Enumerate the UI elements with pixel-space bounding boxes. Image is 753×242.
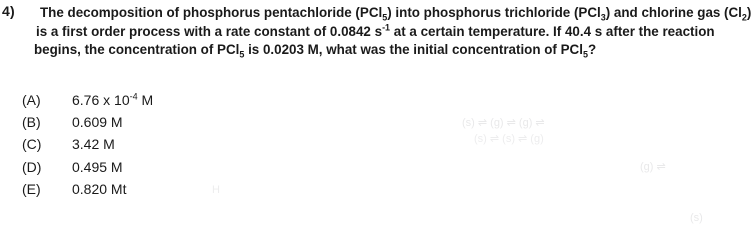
- choice-letter: (A): [22, 92, 41, 108]
- subscript: 2: [741, 12, 747, 23]
- choice-letter: (D): [22, 158, 42, 175]
- bleed-through-text: (s): [690, 212, 703, 224]
- bleed-through-text: (g) ⇌: [640, 161, 666, 173]
- choice-value: [72, 89, 153, 111]
- question-text: is 0.0203 M, what was the initial concentration of PCl: [244, 42, 583, 57]
- choice-letter: (B): [22, 114, 41, 131]
- question-line-2: [36, 23, 748, 42]
- question-text: ) and chlorine gas (Cl: [605, 5, 742, 20]
- choice-value-base: 6.76 x 10: [72, 92, 130, 108]
- superscript: -1: [382, 22, 391, 33]
- choice-unit: M: [137, 92, 154, 108]
- choice-letter: (C): [22, 136, 42, 153]
- choice-value: 0.495 M: [72, 158, 123, 175]
- subscript: 5: [239, 49, 245, 60]
- bleed-through-text: (s) ⇌ (s) ⇌ (g): [474, 133, 544, 145]
- question-text: ?: [587, 42, 597, 57]
- question-text: ) into phosphorus trichloride (PCl: [387, 5, 601, 20]
- choice-value: 0.820 Mt: [72, 180, 127, 197]
- subscript: 5: [382, 12, 388, 23]
- question-stem: [32, 4, 752, 60]
- subscript: 5: [582, 49, 588, 60]
- question-text: ): [746, 5, 752, 20]
- bleed-through-text: (s) ⇌ (g) ⇌ (g) ⇌: [462, 117, 545, 129]
- question-number: 4): [2, 3, 15, 19]
- question-text: at a certain temperature. If 40.4 s after the reaction: [390, 23, 715, 39]
- choice-exponent: -4: [129, 91, 138, 102]
- question-line-1: [40, 4, 752, 23]
- bleed-through-text: H: [212, 184, 220, 196]
- choice-value: 0.609 M: [72, 114, 123, 131]
- choice-value: 3.42 M: [72, 136, 115, 153]
- choice-letter: (E): [22, 180, 41, 197]
- question-text: is a first order process with a rate constant of 0.0842 s: [36, 23, 383, 39]
- question-text: begins, the concentration of PCl: [34, 42, 240, 57]
- question-text: The decomposition of phosphorus pentachloride (PCl: [40, 5, 383, 20]
- subscript: 3: [600, 12, 606, 23]
- question-line-3: [34, 41, 748, 60]
